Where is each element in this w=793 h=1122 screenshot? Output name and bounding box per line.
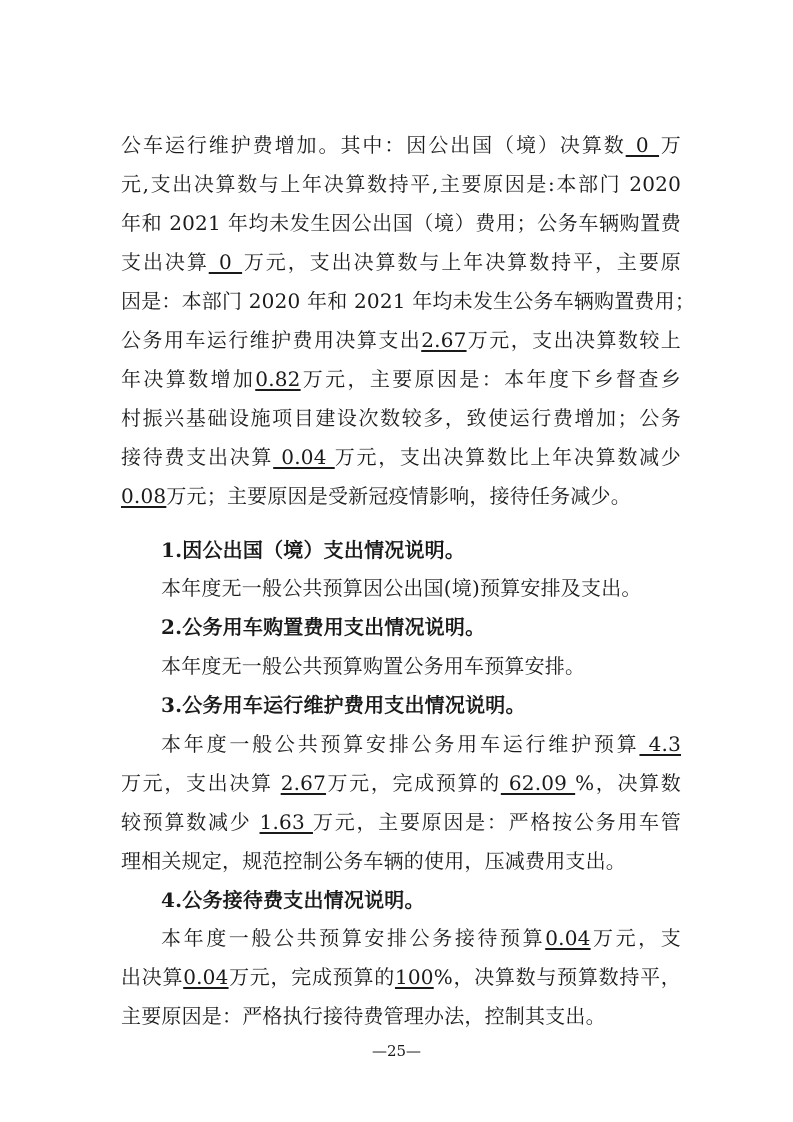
text-run: 万元，支 <box>590 926 681 950</box>
text-run: %，决算数与预算数持平， <box>433 965 681 989</box>
paragraph-line <box>121 444 681 470</box>
text-run: 因是：本部门 2020 年和 2021 年均未发生公务车辆购置费用； <box>121 289 696 313</box>
paragraph-line <box>121 249 681 275</box>
paragraph-line <box>121 1003 681 1029</box>
text-run: 万元，完成预算的 <box>326 771 501 795</box>
section-heading <box>161 887 681 913</box>
paragraph-line <box>121 288 696 314</box>
text-run: 万元，完成预算的 <box>228 965 395 989</box>
text-run: 接待费支出决算 <box>121 445 274 469</box>
text-run: 万元，支出决算数较上 <box>466 328 681 352</box>
text-run: 1.因公出国（境）支出情况说明。 <box>161 538 466 562</box>
paragraph-line <box>161 653 681 679</box>
text-run: 较预算数减少 <box>121 810 260 834</box>
text-run: 理相关规定，规范控制公务车辆的使用，压减费用支出。 <box>121 849 626 873</box>
text-run: 支出决算 <box>121 250 209 274</box>
underlined-value: 0.82 <box>255 367 301 391</box>
underlined-value: 62.09 <box>500 771 576 795</box>
paragraph-line <box>121 132 681 158</box>
text-run: 3.公务用车运行维护费用支出情况说明。 <box>161 693 526 717</box>
paragraph-line <box>121 210 681 236</box>
paragraph-line <box>161 731 681 757</box>
text-run: 本年度一般公共预算安排公务接待预算 <box>161 926 546 950</box>
underlined-value: 0.08 <box>121 484 167 508</box>
section-heading <box>161 614 681 640</box>
paragraph-line <box>121 770 681 796</box>
underlined-value: _0_ <box>208 250 243 274</box>
underlined-value: 0.04 <box>273 445 335 469</box>
underlined-value: 4.3 <box>639 732 682 756</box>
paragraph-line <box>121 809 681 835</box>
paragraph-line <box>161 575 681 601</box>
underlined-value: _0_ <box>625 133 660 157</box>
text-run: 本年度无一般公共预算因公出国(境)预算安排及支出。 <box>161 576 642 600</box>
text-run: 4.公务接待费支出情况说明。 <box>161 888 425 912</box>
underlined-value: 2.67 <box>280 771 327 795</box>
text-run: 万元，支出决算数比上年决算数减少 <box>334 445 682 469</box>
underlined-value: 100 <box>394 965 434 989</box>
text-run: 万元；主要原因是受新冠疫情影响，接待任务减少。 <box>166 484 631 508</box>
text-run: 万元，支出决算数与上年决算数持平，主要原 <box>242 250 681 274</box>
section-heading <box>161 692 681 718</box>
text-run: 万 <box>659 133 681 157</box>
text-run: %，决算数 <box>575 771 682 795</box>
paragraph-line <box>121 483 681 509</box>
underlined-value: 0.04 <box>183 965 229 989</box>
text-run: 年和 2021 年均未发生因公出国（境）费用；公务车辆购置费 <box>121 211 681 235</box>
text-run: 本年度无一般公共预算购置公务用车预算安排。 <box>161 654 586 678</box>
paragraph-line <box>121 405 681 431</box>
text-run: 万元，主要原因是：严格按公务用车管 <box>312 810 681 834</box>
text-run: 万元，支出决算 <box>121 771 281 795</box>
underlined-value: 0.04 <box>545 926 591 950</box>
text-run: 公务用车运行维护费用决算支出 <box>121 328 422 352</box>
text-run: 元,支出决算数与上年决算数持平,主要原因是:本部门 2020 <box>121 172 681 196</box>
paragraph-line <box>121 848 681 874</box>
text-run: 村振兴基础设施项目建设次数较多，致使运行费增加；公务 <box>121 406 681 430</box>
text-run: 主要原因是：严格执行接待费管理办法，控制其支出。 <box>121 1004 606 1028</box>
paragraph-line <box>121 964 681 990</box>
text-run: 公车运行维护费增加。其中：因公出国（境）决算数 <box>121 133 626 157</box>
paragraph-line <box>161 925 681 951</box>
text-run: 本年度一般公共预算安排公务用车运行维护预算 <box>161 732 640 756</box>
text-run: 出决算 <box>121 965 184 989</box>
underlined-value: 2.67 <box>421 328 467 352</box>
text-run: 2.公务用车购置费用支出情况说明。 <box>161 615 486 639</box>
text-run: 年决算数增加 <box>121 367 256 391</box>
underlined-value: 1.63 <box>259 810 313 834</box>
page-number: —25— <box>371 1042 422 1060</box>
paragraph-line <box>121 327 681 353</box>
text-run: 万元，主要原因是：本年度下乡督查乡 <box>300 367 682 391</box>
paragraph-line <box>121 171 681 197</box>
paragraph-line <box>121 366 681 392</box>
section-heading <box>161 537 681 563</box>
